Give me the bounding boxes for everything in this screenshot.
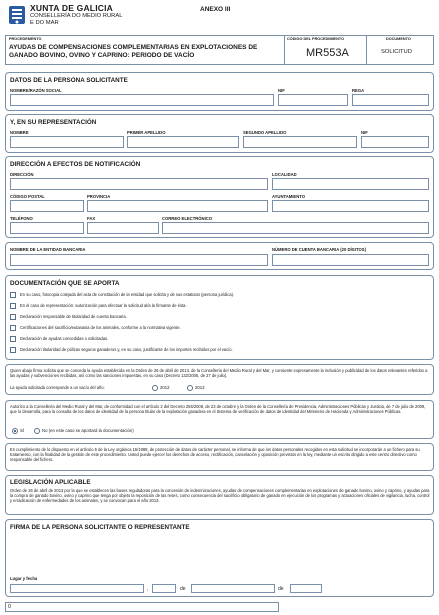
representative-section: [5, 114, 434, 153]
applicant-rega-input[interactable]: [352, 94, 429, 106]
month-input[interactable]: [191, 584, 275, 593]
province-input[interactable]: [87, 200, 268, 212]
place-input[interactable]: [10, 584, 144, 593]
doc-checkbox[interactable]: [10, 325, 16, 331]
annex-label: ANEXO III: [200, 6, 231, 13]
bank-section: [5, 242, 434, 270]
doc-item: En su caso, fotocopia cotejada del acta de constitución de la entidad que solicita y de sus estatutos (persona jurídica).: [20, 292, 235, 297]
declaration-text: Quien abajo firma solicita que se conceda la ayuda establecida en la Orden de 26 de abril de 2013, de la Consellería del Medio Rural y del Mar, y consiente expresamente la inclusión y publicidad de los datos relevantes referidos a las ayudas y subvenciones recibidas, así como las sanciones impuestas, en su caso (Decreto 132/2006, de 27 de julio).: [10, 368, 428, 378]
procedure-code: MR553A: [306, 47, 349, 59]
nif-label: NIF: [278, 88, 285, 93]
year-input[interactable]: [290, 584, 322, 593]
authorize-no-label: No (en este caso se aportará la documentación): [42, 428, 134, 433]
street-label: DIRECCIÓN: [10, 172, 34, 177]
address-section: [5, 156, 434, 238]
rega-label: REGA: [352, 88, 365, 93]
documentation-section: [5, 275, 434, 360]
phone-label: TELÉFONO: [10, 216, 33, 221]
privacy-section: [5, 443, 434, 471]
postal-code-label: CÓDIGO POSTAL: [10, 194, 45, 199]
org-subtitle: CONSELLERÍA DO MEDIO RURAL E DO MAR: [30, 13, 123, 26]
doc-item: Declaración responsable de titularidad de cuenta bancaria.: [20, 314, 127, 319]
phone-input[interactable]: [10, 222, 84, 234]
rep-surname1-label: PRIMER APELLIDO: [127, 130, 166, 135]
email-label: CORREO ELECTRÓNICO: [162, 216, 213, 221]
postal-code-input[interactable]: [10, 200, 84, 212]
footer-field[interactable]: 0: [5, 602, 279, 612]
legislation-section: [5, 475, 434, 515]
day-input[interactable]: [152, 584, 176, 593]
year-prompt: La ayuda solicitada corresponde a un vacío del año:: [10, 385, 105, 390]
signature-title: FIRMA DE LA PERSONA SOLICITANTE O REPRESENTANTE: [10, 524, 190, 531]
org-name: XUNTA DE GALICIA: [30, 3, 114, 13]
legislation-title: LEGISLACIÓN APLICABLE: [10, 479, 91, 486]
applicant-section: [5, 72, 434, 111]
year-2012-label: 2012: [160, 385, 170, 390]
declaration-section: [5, 364, 434, 395]
year-2013-label: 2013: [195, 385, 205, 390]
de-separator: de: [278, 586, 284, 592]
fax-label: FAX: [87, 216, 96, 221]
email-input[interactable]: [162, 222, 429, 234]
bank-account-label: NÚMERO DE CUENTA BANCARIA (20 DÍGITOS): [272, 247, 366, 252]
year-2012-radio[interactable]: [152, 385, 158, 391]
doc-checkbox[interactable]: [10, 314, 16, 320]
authorization-text: Autorizo a la Consellería del Medio Rural y del Mar, de conformidad con el artículo 2 del Decreto 255/2008, de 23 de octubre y la Orden de la Consellería de Presidencia, Administraciones Públicas y Justicia, de 7 de julio de 2009, que lo desarrolla, para la consulta de los datos de identidad de la persona titular de la explotación ganadera en el Sistema de verificación de datos de identidad del Ministerio de Hacienda y Administraciones Públicas.: [10, 404, 426, 414]
applicant-nif-input[interactable]: [278, 94, 348, 106]
street-input[interactable]: [10, 178, 268, 190]
rep-nif-input[interactable]: [361, 136, 429, 148]
doc-checkbox[interactable]: [10, 303, 16, 309]
authorization-section: [5, 400, 434, 439]
documentation-title: DOCUMENTACIÓN QUE SE APORTA: [10, 280, 120, 287]
doc-checkbox[interactable]: [10, 336, 16, 342]
doc-item: En el caso de representación: autorización para efectuar la solicitud al/a la firmante de ésta.: [20, 303, 187, 308]
authorize-yes-radio[interactable]: [12, 428, 18, 434]
procedure-label: PROCEDEMENTO: [9, 37, 42, 41]
rep-surname2-label: SEGUNDO APELLIDO: [243, 130, 287, 135]
doc-checkbox[interactable]: [10, 347, 16, 353]
bank-entity-label: NOMBRE DE LA ENTIDAD BANCARIA: [10, 247, 86, 252]
doc-checkbox[interactable]: [10, 292, 16, 298]
signature-section: [5, 519, 434, 597]
doc-item: Certificaciones del sacrificio/eutanasia de los animales, conforme a la normativa vigente.: [20, 325, 181, 330]
procedure-code-label: CÓDIGO DEL PROCEDIMIENTO: [287, 37, 345, 41]
municipality-input[interactable]: [272, 200, 429, 212]
applicant-name-input[interactable]: [10, 94, 274, 106]
privacy-text: En cumplimiento de lo dispuesto en el artículo 5 de la Ley orgánica 15/1999, de protección de datos de carácter personal, se informa de que los datos personales recogidos en esta solicitud se incorporarán a un fichero para su tratamiento, con la finalidad de la gestión de este procedimiento. Usted puede ejercer los derechos de acceso, rectificación, cancelación y oposición previstos en la ley, mediante un escrito dirigido a este centro directivo como responsable del fichero.: [10, 447, 420, 462]
procedure-header: [5, 35, 434, 65]
municipality-label: AYUNTAMIENTO: [272, 194, 305, 199]
locality-label: LOCALIDAD: [272, 172, 297, 177]
applicant-title: DATOS DE LA PERSONA SOLICITANTE: [10, 77, 128, 84]
legislation-text: Orden de 26 de abril de 2013 por la que se establecen las bases reguladoras para la concesión de indemnizaciones, ayudas de compensaciones complementarias en explotaciones de ganado bovino, ovino y caprino, y ayudas para la compra de ganado bovino, ovino y caprino que tenga por objeto la reposición de las reses, como consecuencia del sacrificio obligatorio de ganado en ejecución de los programas y actuaciones oficiales de vigilancia, lucha, control y erradicación de enfermedades de los animales, y se convocan para el año 2013.: [10, 488, 430, 503]
de-separator: de: [180, 586, 186, 592]
rep-name-label: NOMBRE: [10, 130, 29, 135]
fax-input[interactable]: [87, 222, 159, 234]
comma-separator: ,: [147, 586, 149, 592]
xunta-logo-icon: [6, 4, 28, 26]
rep-surname2-input[interactable]: [243, 136, 357, 148]
rep-name-input[interactable]: [10, 136, 124, 148]
bank-account-input[interactable]: [272, 254, 429, 266]
document-label: DOCUMENTO: [386, 37, 411, 41]
document-type: SOLICITUD: [381, 49, 412, 55]
name-label: NOMBRE/RAZÓN SOCIAL: [10, 88, 62, 93]
rep-surname1-input[interactable]: [127, 136, 239, 148]
authorize-no-radio[interactable]: [34, 428, 40, 434]
province-label: PROVINCIA: [87, 194, 111, 199]
doc-item: Declaración titularidad de pólizas seguros ganaderos y, en su caso, justificante de los importes recibidos por el vacío.: [20, 347, 233, 352]
authorize-yes-label: SÍ: [20, 428, 25, 433]
bank-entity-input[interactable]: [10, 254, 268, 266]
year-2013-radio[interactable]: [187, 385, 193, 391]
representative-title: Y, EN SU REPRESENTACIÓN: [10, 119, 97, 126]
locality-input[interactable]: [272, 178, 429, 190]
rep-nif-label: NIF: [361, 130, 368, 135]
address-title: DIRECCIÓN A EFECTOS DE NOTIFICACIÓN: [10, 161, 141, 168]
procedure-title: AYUDAS DE COMPENSACIONES COMPLEMENTARIAS EN EXPLOTACIONES DE GANADO BOVINO, OVINO Y CAPRINO: PERIODO DE VACÍO: [9, 44, 258, 59]
place-date-label: Lugar y fecha: [10, 576, 38, 581]
doc-item: Declaración de ayudas concedidas o solicitadas.: [20, 336, 109, 341]
